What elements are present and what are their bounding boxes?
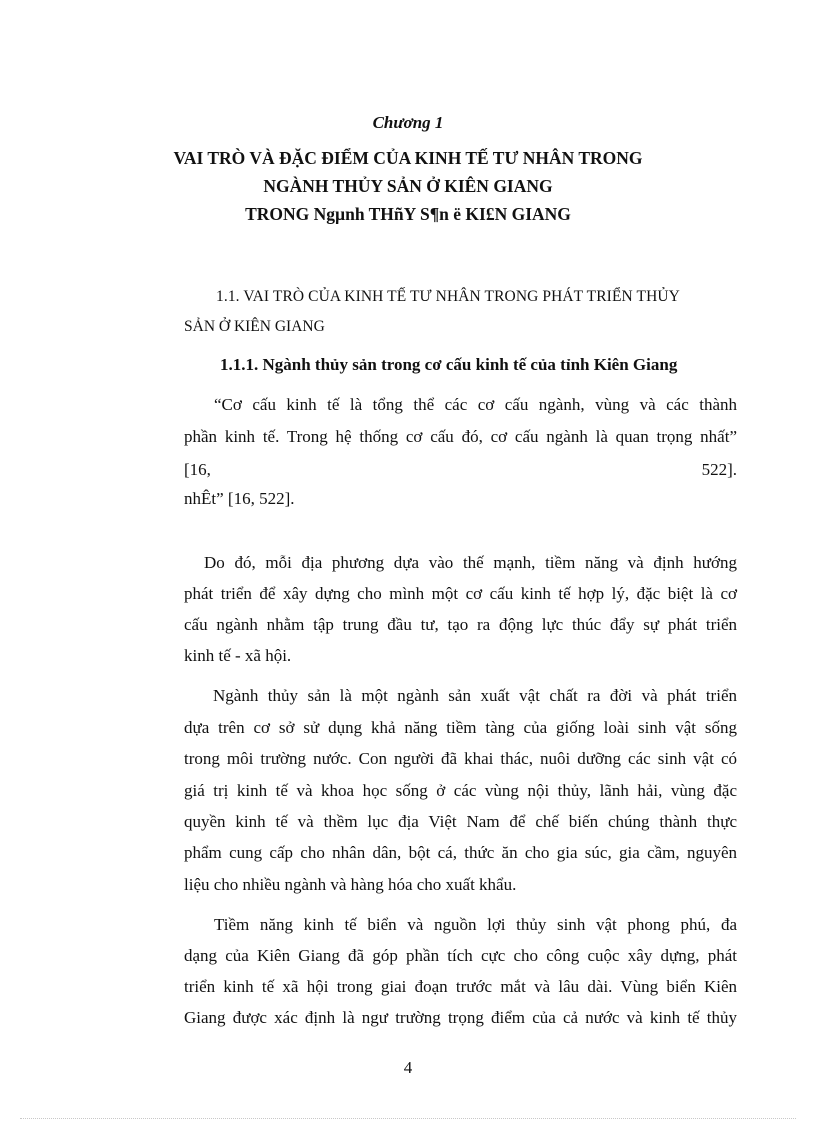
quote-line-4: nhÊt” [16, 522]. <box>184 489 295 508</box>
para1-line-1: Do đó, mỗi địa phương dựa vào thế mạnh, tiềm năng và định hướng <box>204 553 737 572</box>
chapter-heading: Chương 1 <box>372 113 444 132</box>
para1-line-2: phát triển để xây dựng cho mình một cơ cấu kinh tế hợp lý, đặc biệt là cơ <box>184 584 737 603</box>
para3-line-4: Giang được xác định là ngư trường trọng điểm của cả nước và kinh tế thủy <box>184 1008 737 1027</box>
para3-line-1: Tiềm năng kinh tế biển và nguồn lợi thủy sinh vật phong phú, đa <box>214 915 737 934</box>
subsection-heading: 1.1.1. Ngành thủy sản trong cơ cấu kinh tế của tỉnh Kiên Giang <box>220 355 678 374</box>
chapter-title-line-3: TRONG Ngµnh THñY S¶n ë KI£N GIANG <box>245 204 571 224</box>
para3-line-3: triển kinh tế xã hội trong giai đoạn trước mắt và lâu dài. Vùng biển Kiên <box>184 977 737 996</box>
quote-line-1: “Cơ cấu kinh tế là tổng thể các cơ cấu ngành, vùng và các thành <box>214 395 737 414</box>
para3-line-2: dạng của Kiên Giang đã góp phần tích cực cho công cuộc xây dựng, phát <box>184 946 737 965</box>
quote-line-2: phần kinh tế. Trong hệ thống cơ cấu đó, cơ cấu ngành là quan trọng nhất” <box>184 427 737 446</box>
para2-line-2: dựa trên cơ sở sử dụng khả năng tiềm tàng của giống loài sinh vật sống <box>184 718 737 737</box>
section-heading-line-2: SẢN Ở KIÊN GIANG <box>184 318 325 335</box>
quote-citation-left: [16, <box>184 460 211 479</box>
para2-line-1: Ngành thủy sản là một ngành sản xuất vật chất ra đời và phát triển <box>213 686 737 705</box>
quote-line-3 <box>184 460 737 480</box>
para2-line-3: trong môi trường nước. Con người đã khai thác, nuôi dưỡng các sinh vật có <box>184 749 737 768</box>
para2-line-6: phẩm cung cấp cho nhân dân, bột cá, thức ăn cho gia súc, gia cầm, nguyên <box>184 843 737 862</box>
page-footer-divider <box>20 1118 796 1119</box>
para2-line-4: giá trị kinh tế và khoa học sống ở các vùng nội thủy, lãnh hải, vùng đặc <box>184 781 737 800</box>
para1-line-4: kinh tế - xã hội. <box>184 646 292 665</box>
para2-line-5: quyền kinh tế và thềm lục địa Việt Nam để chế biến chúng thành thực <box>184 812 737 831</box>
page-number: 4 <box>403 1058 413 1077</box>
para1-line-3: cấu ngành nhằm tập trung đầu tư, tạo ra động lực thúc đẩy sự phát triển <box>184 615 737 634</box>
chapter-title-line-2: NGÀNH THỦY SẢN Ở KIÊN GIANG <box>263 176 553 196</box>
chapter-title-line-1: VAI TRÒ VÀ ĐẶC ĐIỂM CỦA KINH TẾ TƯ NHÂN TRONG <box>173 148 643 168</box>
para2-line-7: liệu cho nhiều ngành và hàng hóa cho xuất khẩu. <box>184 875 517 894</box>
section-heading-line-1: 1.1. VAI TRÒ CỦA KINH TẾ TƯ NHÂN TRONG PHÁT TRIỂN THỦY <box>216 288 680 305</box>
quote-citation-right: 522]. <box>701 460 737 479</box>
